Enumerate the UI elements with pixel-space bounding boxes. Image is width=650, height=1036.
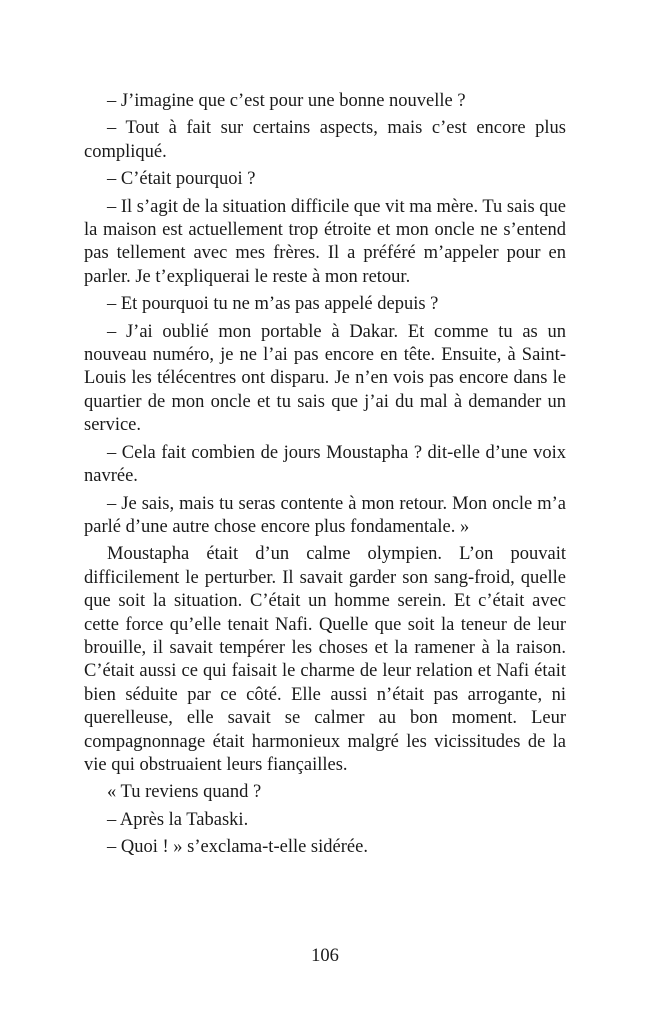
paragraph: – Il s’agit de la situation difficile que vit ma mère. Tu sais que la maison est actuellement trop étroite et mon oncle ne s’entend pas tellement avec mes frères. Il a préféré m’appeler pour en parler. Je t’expliquerai le reste à mon retour. (84, 196, 566, 287)
paragraph: – Et pourquoi tu ne m’as pas appelé depuis ? (107, 294, 439, 315)
paragraph: – Tout à fait sur certains aspects, mais c’est encore plus compliqué. (84, 118, 566, 162)
paragraph: « Tu reviens quand ? (107, 782, 262, 803)
paragraph: – Après la Tabaski. (107, 809, 249, 830)
paragraph: Moustapha était d’un calme olympien. L’on pouvait difficilement le perturber. Il savait garder son sang-froid, quelle que soit la situation. C’était un homme serein. Et c’était avec cette force qu’elle tenait Nafi. Quelle que soit la teneur de leur brouille, il savait tempérer les choses et la ramener à la raison. C’était aussi ce qui faisait le charme de leur relation et Nafi était bien séduite par ce côté. Elle aussi n’était pas arrogante, ni querelleuse, elle savait se calmer au bon moment. Leur compagnonnage était harmonieux malgré les vicissitudes de la vie qui obstruaient leurs fiançailles. (84, 544, 566, 775)
paragraph: – Je sais, mais tu seras contente à mon retour. Mon oncle m’a parlé d’une autre chose encore plus fondamentale. » (84, 493, 566, 537)
page-text (84, 90, 566, 860)
paragraph: – J’ai oublié mon portable à Dakar. Et comme tu as un nouveau numéro, je ne l’ai pas encore en tête. Ensuite, à Saint-Louis les télécentres ont disparu. Je n’en vois pas encore dans le quartier de mon oncle et tu sais que j’ai du mal à demander un service. (84, 321, 566, 436)
paragraph: – Quoi ! » s’exclama-t-elle sidérée. (107, 837, 368, 858)
paragraph: – C’était pourquoi ? (107, 169, 256, 190)
page-number: 106 (311, 946, 339, 966)
paragraph: – Cela fait combien de jours Moustapha ? dit-elle d’une voix navrée. (84, 442, 566, 487)
paragraph: – J’imagine que c’est pour une bonne nouvelle ? (107, 91, 466, 111)
